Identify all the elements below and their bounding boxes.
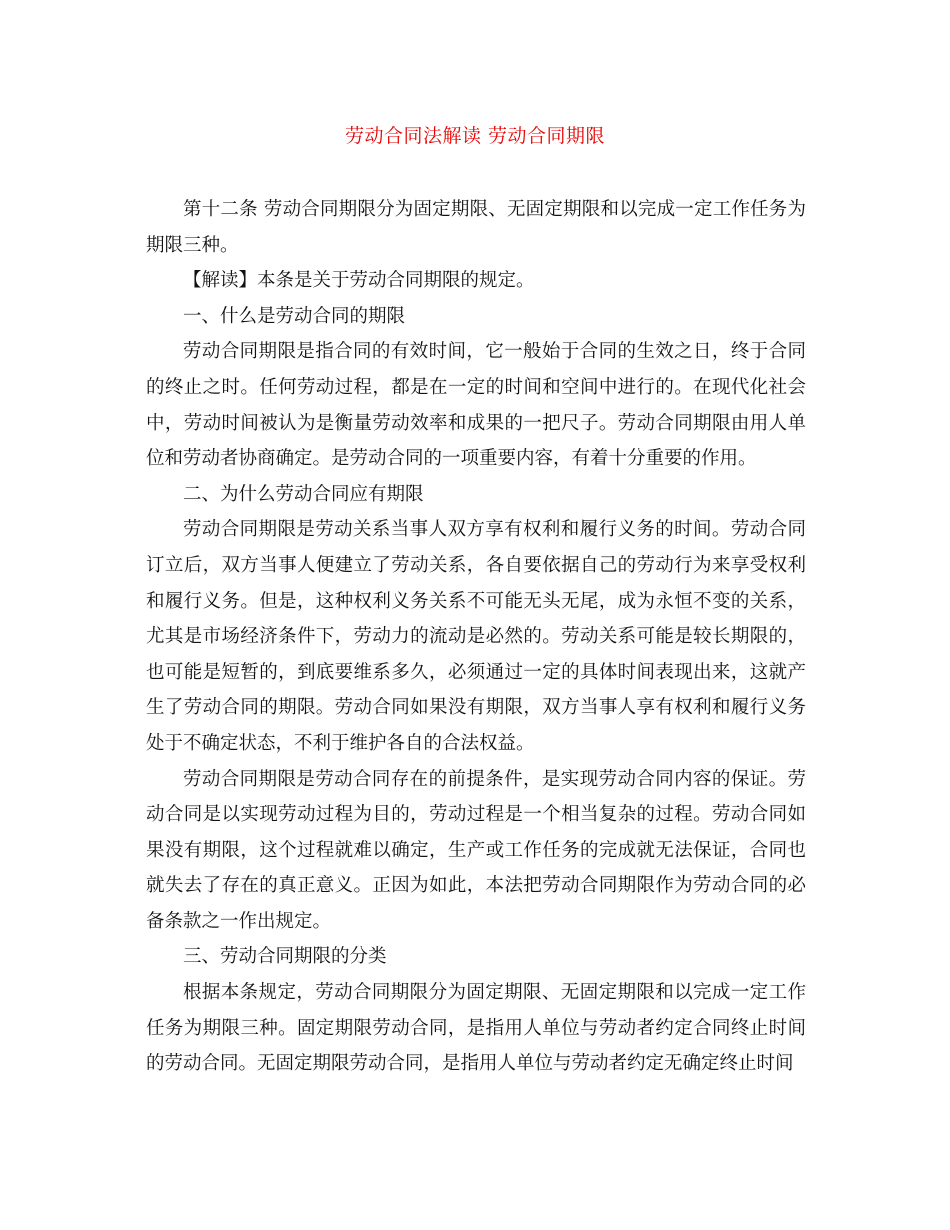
paragraph-article-12: 第十二条 劳动合同期限分为固定期限、无固定期限和以完成一定工作任务为期限三种。 (146, 199, 806, 256)
paragraph-body: 劳动合同期限是劳动关系当事人双方享有权利和履行义务的时间。劳动合同订立后，双方当事人便建立了劳动关系，各自要依据自己的劳动行为来享受权利和履行义务。但是，这种权利义务关系不可能无头无尾，成为永恒不变的关系，尤其是市场经济条件下，劳动力的流动是必然的。劳动关系可能是较长期限的，也可能是短暂的，到底要维系多久，必须通过一定的具体时间表现出来，这就产生了劳动合同的期限。劳动合同如果没有期限，双方当事人享有权利和履行义务处于不确定状态，不利于维护各自的合法权益。 (146, 519, 806, 754)
section-heading-3: 三、劳动合同期限的分类 (183, 946, 387, 968)
document-body (146, 192, 806, 1082)
paragraph-body: 根据本条规定，劳动合同期限分为固定期限、无固定期限和以完成一定工作任务为期限三种。固定期限劳动合同，是指用人单位与劳动者约定合同终止时间的劳动合同。无固定期限劳动合同，是指用人单位与劳动者约定无确定终止时间 (146, 982, 806, 1075)
paragraph-body: 劳动合同期限是劳动合同存在的前提条件，是实现劳动合同内容的保证。劳动合同是以实现劳动过程为目的，劳动过程是一个相当复杂的过程。劳动合同如果没有期限，这个过程就难以确定，生产或工作任务的完成就无法保证，合同也就失去了存在的真正意义。正因为如此，本法把劳动合同期限作为劳动合同的必备条款之一作出规定。 (146, 768, 806, 932)
section-heading-1: 一、什么是劳动合同的期限 (183, 305, 406, 327)
section-heading-2: 二、为什么劳动合同应有期限 (183, 483, 424, 505)
document-title: 劳动合同法解读 劳动合同期限 (344, 125, 606, 147)
paragraph-interpretation-intro: 【解读】本条是关于劳动合同期限的规定。 (183, 270, 535, 292)
paragraph-body: 劳动合同期限是指合同的有效时间，它一般始于合同的生效之日，终于合同的终止之时。任何劳动过程，都是在一定的时间和空间中进行的。在现代化社会中，劳动时间被认为是衡量劳动效率和成果的一把尺子。劳动合同期限由用人单位和劳动者协商确定。是劳动合同的一项重要内容，有着十分重要的作用。 (146, 341, 806, 470)
